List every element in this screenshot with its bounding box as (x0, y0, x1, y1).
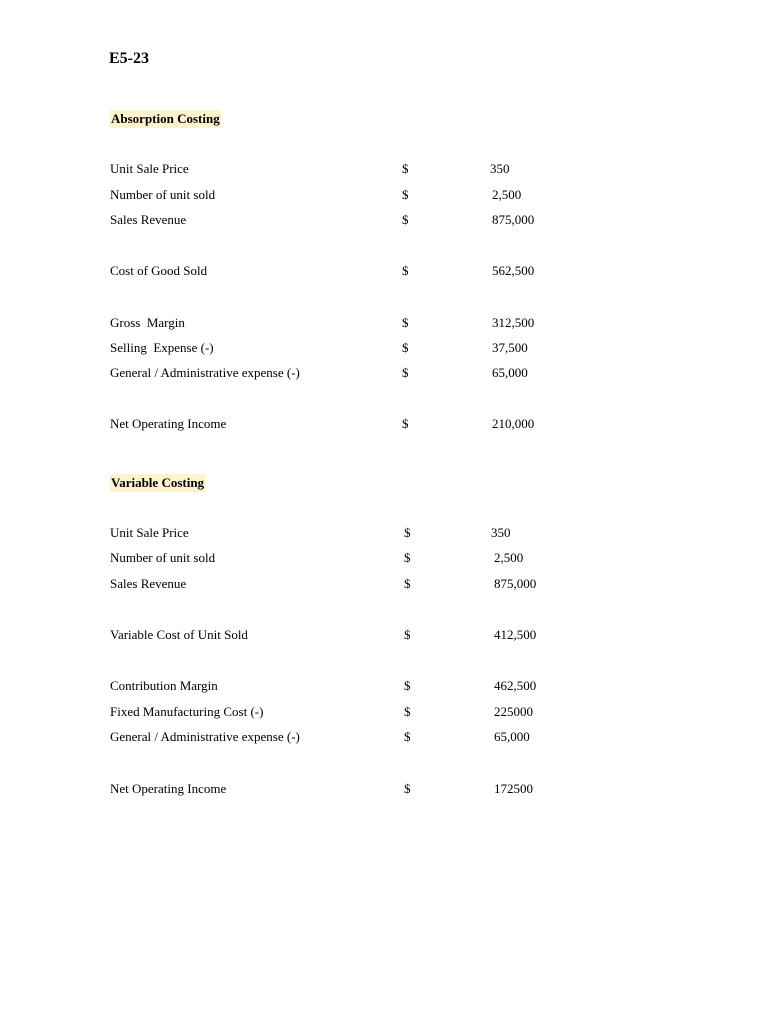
row-value: 172500 (494, 781, 533, 796)
row-label: Variable Cost of Unit Sold (110, 627, 248, 642)
table-row (110, 340, 590, 360)
row-label: Contribution Margin (110, 678, 218, 693)
table-row (110, 576, 590, 596)
currency-symbol: $ (404, 729, 411, 744)
currency-symbol: $ (402, 340, 409, 355)
row-value: 350 (490, 161, 510, 176)
row-value: 210,000 (492, 416, 535, 431)
table-row (110, 729, 590, 749)
row-label: Number of unit sold (110, 550, 216, 565)
currency-symbol: $ (404, 704, 411, 719)
row-label: Selling Expense (-) (110, 340, 214, 355)
row-label: Cost of Good Sold (110, 263, 208, 278)
table-row (110, 627, 590, 647)
table-row (110, 416, 590, 436)
currency-symbol: $ (404, 781, 411, 796)
row-value: 37,500 (492, 340, 528, 355)
row-label: General / Administrative expense (-) (110, 365, 300, 380)
table-row (110, 263, 590, 283)
currency-symbol: $ (402, 365, 409, 380)
table-row (110, 781, 590, 801)
table-row (110, 315, 590, 335)
currency-symbol: $ (404, 627, 411, 642)
row-value: 462,500 (494, 678, 537, 693)
row-label: Gross Margin (110, 315, 185, 330)
currency-symbol: $ (402, 263, 409, 278)
row-value: 225000 (494, 704, 533, 719)
table-row (110, 187, 590, 207)
row-label: Net Operating Income (110, 416, 227, 431)
table-row (110, 161, 590, 181)
table-row (110, 678, 590, 698)
document-title: E5-23 (109, 50, 149, 67)
row-value: 875,000 (494, 576, 537, 591)
row-value: 312,500 (492, 315, 535, 330)
row-label: Unit Sale Price (110, 525, 189, 540)
row-value: 2,500 (492, 187, 522, 202)
row-label: Fixed Manufacturing Cost (-) (110, 704, 264, 719)
currency-symbol: $ (404, 550, 411, 565)
currency-symbol: $ (404, 525, 411, 540)
row-label: General / Administrative expense (-) (110, 729, 300, 744)
currency-symbol: $ (402, 416, 409, 431)
row-label: Number of unit sold (110, 187, 216, 202)
currency-symbol: $ (404, 678, 411, 693)
row-value: 875,000 (492, 212, 535, 227)
currency-symbol: $ (402, 315, 409, 330)
table-row (110, 525, 590, 545)
table-row (110, 550, 590, 570)
currency-symbol: $ (402, 161, 409, 176)
absorption-costing-heading: Absorption Costing (111, 111, 220, 126)
row-label: Sales Revenue (110, 212, 187, 227)
row-label: Net Operating Income (110, 781, 227, 796)
row-value: 65,000 (494, 729, 530, 744)
row-label: Sales Revenue (110, 576, 187, 591)
currency-symbol: $ (402, 212, 409, 227)
row-value: 65,000 (492, 365, 528, 380)
currency-symbol: $ (402, 187, 409, 202)
table-row (110, 212, 590, 232)
table-row (110, 704, 590, 724)
row-value: 2,500 (494, 550, 524, 565)
row-label: Unit Sale Price (110, 161, 189, 176)
row-value: 412,500 (494, 627, 537, 642)
currency-symbol: $ (404, 576, 411, 591)
table-row (110, 365, 590, 385)
row-value: 350 (491, 525, 511, 540)
row-value: 562,500 (492, 263, 535, 278)
variable-costing-heading: Variable Costing (111, 475, 205, 490)
